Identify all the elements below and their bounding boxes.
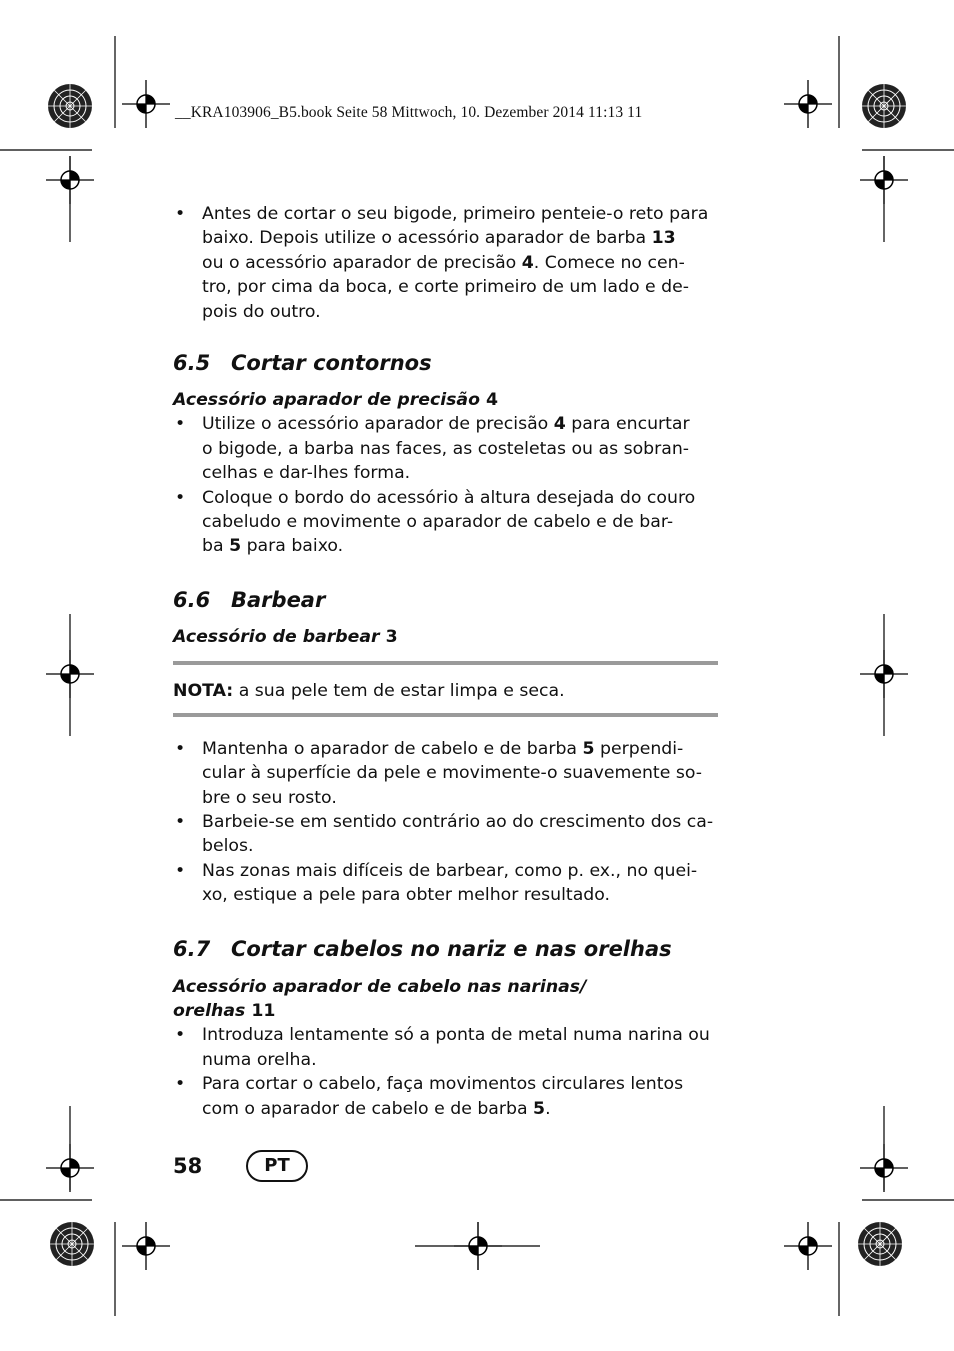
- text: para baixo.: [241, 536, 344, 557]
- text: ou o acessório aparador de precisão: [202, 252, 522, 273]
- list-item: [173, 737, 718, 810]
- ref-number: 5: [533, 1098, 546, 1119]
- ref-number: 4: [553, 414, 566, 435]
- subheading-label: Acessório de barbear: [173, 626, 380, 647]
- text: tro, por cima da boca, e corte primeiro de um lado e de-: [202, 277, 689, 298]
- text: cular à superfície da pele e movimente-o suavemente so-: [202, 763, 702, 784]
- list-item: [173, 202, 718, 324]
- ref-number: 4: [521, 252, 534, 273]
- list-item: [173, 486, 718, 559]
- ref-number: 4: [485, 390, 499, 411]
- text: Antes de cortar o seu bigode, primeiro penteie-o reto para: [202, 204, 709, 224]
- subheading-label: Acessório aparador de cabelo nas narinas/: [173, 976, 587, 997]
- section-heading: [173, 587, 718, 613]
- ref-number: 11: [251, 1000, 276, 1021]
- note-text: a sua pele tem de estar limpa e seca.: [233, 681, 565, 702]
- list-item: [173, 859, 718, 908]
- section-title: Cortar cabelos no nariz e nas orelhas: [231, 936, 672, 961]
- note-label: NOTA:: [173, 681, 234, 702]
- text: com o aparador de cabelo e de barba: [202, 1098, 534, 1119]
- section-number: 6.7: [173, 936, 211, 961]
- text: . Comece no cen-: [533, 252, 685, 273]
- text: perpendi-: [594, 738, 684, 759]
- ref-number: 5: [229, 536, 242, 557]
- section-title: Cortar contornos: [231, 351, 432, 376]
- subheading: [173, 625, 718, 649]
- subheading: [173, 975, 718, 1024]
- text: belos.: [202, 836, 254, 857]
- text: Nas zonas mais difíceis de barbear, como p. ex., no quei-: [202, 860, 698, 881]
- subheading-label: orelhas: [173, 1000, 246, 1021]
- text: Utilize o acessório aparador de precisão: [202, 414, 554, 435]
- text: Mantenha o aparador de cabelo e de barba: [202, 738, 583, 759]
- ref-number: 3: [385, 626, 398, 647]
- section-heading: [173, 936, 718, 962]
- ref-number: 5: [582, 738, 595, 759]
- text: Introduza lentamente só a ponta de metal numa narina ou: [202, 1025, 710, 1046]
- text: pois do outro.: [202, 301, 321, 322]
- text: Coloque o bordo do acessório à altura desejada do couro: [202, 487, 696, 508]
- file-header: __KRA103906_B5.book Seite 58 Mittwoch, 10. Dezember 2014 11:13 11: [175, 104, 643, 121]
- ref-number: 13: [651, 228, 676, 249]
- text: para encurtar: [565, 414, 690, 435]
- list-item: [173, 1023, 718, 1072]
- note-box: [173, 665, 718, 712]
- list-item: [173, 412, 718, 485]
- section-number: 6.5: [173, 351, 211, 376]
- language-badge: PT: [246, 1150, 308, 1182]
- section-number: 6.6: [173, 587, 211, 612]
- text: Para cortar o cabelo, faça movimentos circulares lentos: [202, 1074, 684, 1095]
- page-content: [173, 202, 718, 1121]
- text: cabeludo e movimente o aparador de cabelo e de bar-: [202, 512, 674, 533]
- subheading: [173, 388, 718, 412]
- section-title: Barbear: [231, 587, 326, 612]
- text: celhas e dar-lhes forma.: [202, 463, 411, 484]
- text: numa orelha.: [202, 1049, 317, 1070]
- page-number: 58: [173, 1154, 203, 1178]
- list-item: [173, 1072, 718, 1121]
- note-rule-bottom: [173, 713, 718, 717]
- text: xo, estique a pele para obter melhor resultado.: [202, 885, 611, 906]
- text: o bigode, a barba nas faces, as costeletas ou as sobran-: [202, 438, 690, 459]
- text: ba: [202, 536, 230, 557]
- text: .: [545, 1098, 551, 1119]
- section-heading: [173, 350, 718, 376]
- subheading-label: Acessório aparador de precisão: [173, 390, 480, 411]
- text: Barbeie-se em sentido contrário ao do crescimento dos ca-: [202, 811, 714, 832]
- text: bre o seu rosto.: [202, 787, 337, 808]
- text: baixo. Depois utilize o acessório aparador de barba: [202, 228, 652, 249]
- list-item: [173, 810, 718, 859]
